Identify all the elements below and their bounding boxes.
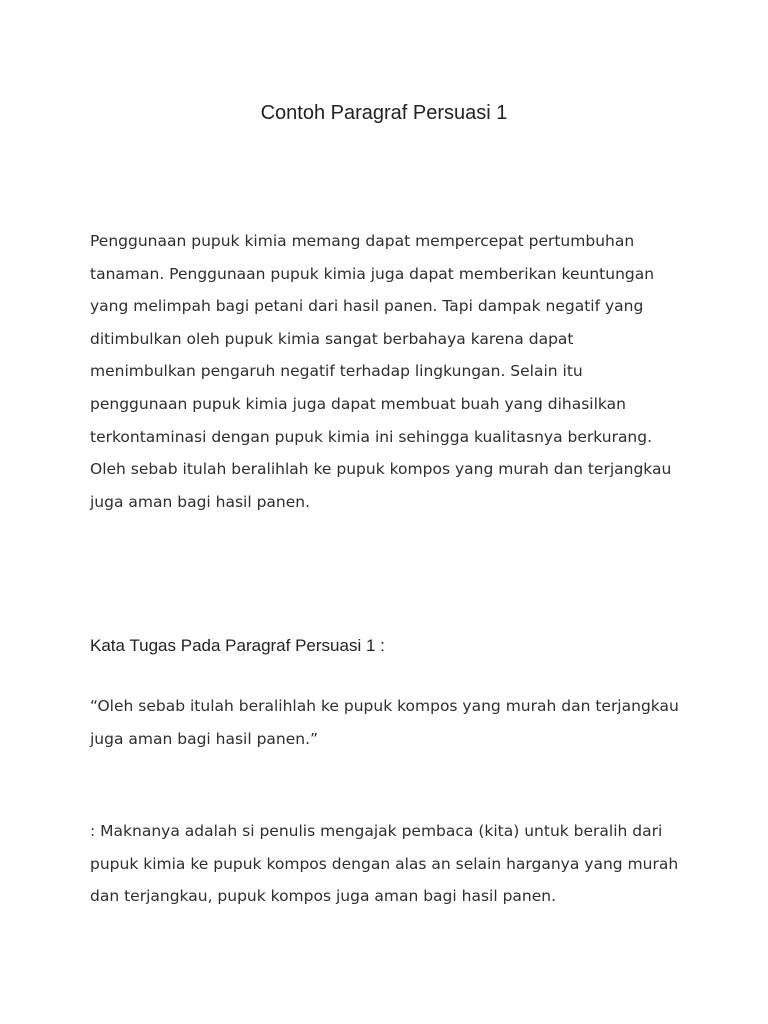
paragraph-line: ditimbulkan oleh pupuk kimia sangat berbahaya karena dapat — [90, 329, 574, 348]
explanation-line: pupuk kimia ke pupuk kompos dengan alas an selain harganya yang murah — [90, 854, 679, 873]
explanation-line: : Maknanya adalah si penulis mengajak pembaca (kita) untuk beralih dari — [90, 822, 663, 840]
quote-line: “Oleh sebab itulah beralihlah ke pupuk kompos yang murah dan terjangkau — [90, 697, 679, 715]
main-paragraph — [90, 225, 690, 518]
paragraph-line: yang melimpah bagi petani dari hasil panen. Tapi dampak negatif yang — [90, 297, 644, 316]
page-title: Contoh Paragraf Persuasi 1 — [260, 102, 508, 124]
paragraph-line: juga aman bagi hasil panen. — [90, 492, 311, 511]
paragraph-line: terkontaminasi dengan pupuk kimia ini sehingga kualitasnya berkurang. — [90, 427, 653, 446]
quote-paragraph — [90, 690, 690, 755]
explanation-line: dan terjangkau, pupuk kompos juga aman bagi hasil panen. — [90, 887, 557, 906]
paragraph-line: menimbulkan pengaruh negatif terhadap lingkungan. Selain itu — [90, 362, 583, 381]
paragraph-line: Oleh sebab itulah beralihlah ke pupuk kompos yang murah dan terjangkau — [90, 460, 672, 479]
quote-line: juga aman bagi hasil panen.” — [90, 729, 319, 748]
paragraph-line: Penggunaan pupuk kimia memang dapat mempercepat pertumbuhan — [90, 232, 635, 250]
section-subheading: Kata Tugas Pada Paragraf Persuasi 1 : — [90, 636, 385, 655]
paragraph-line: tanaman. Penggunaan pupuk kimia juga dapat memberikan keuntungan — [90, 264, 655, 283]
explanation-paragraph — [90, 815, 690, 913]
paragraph-line: penggunaan pupuk kimia juga dapat membuat buah yang dihasilkan — [90, 394, 626, 413]
